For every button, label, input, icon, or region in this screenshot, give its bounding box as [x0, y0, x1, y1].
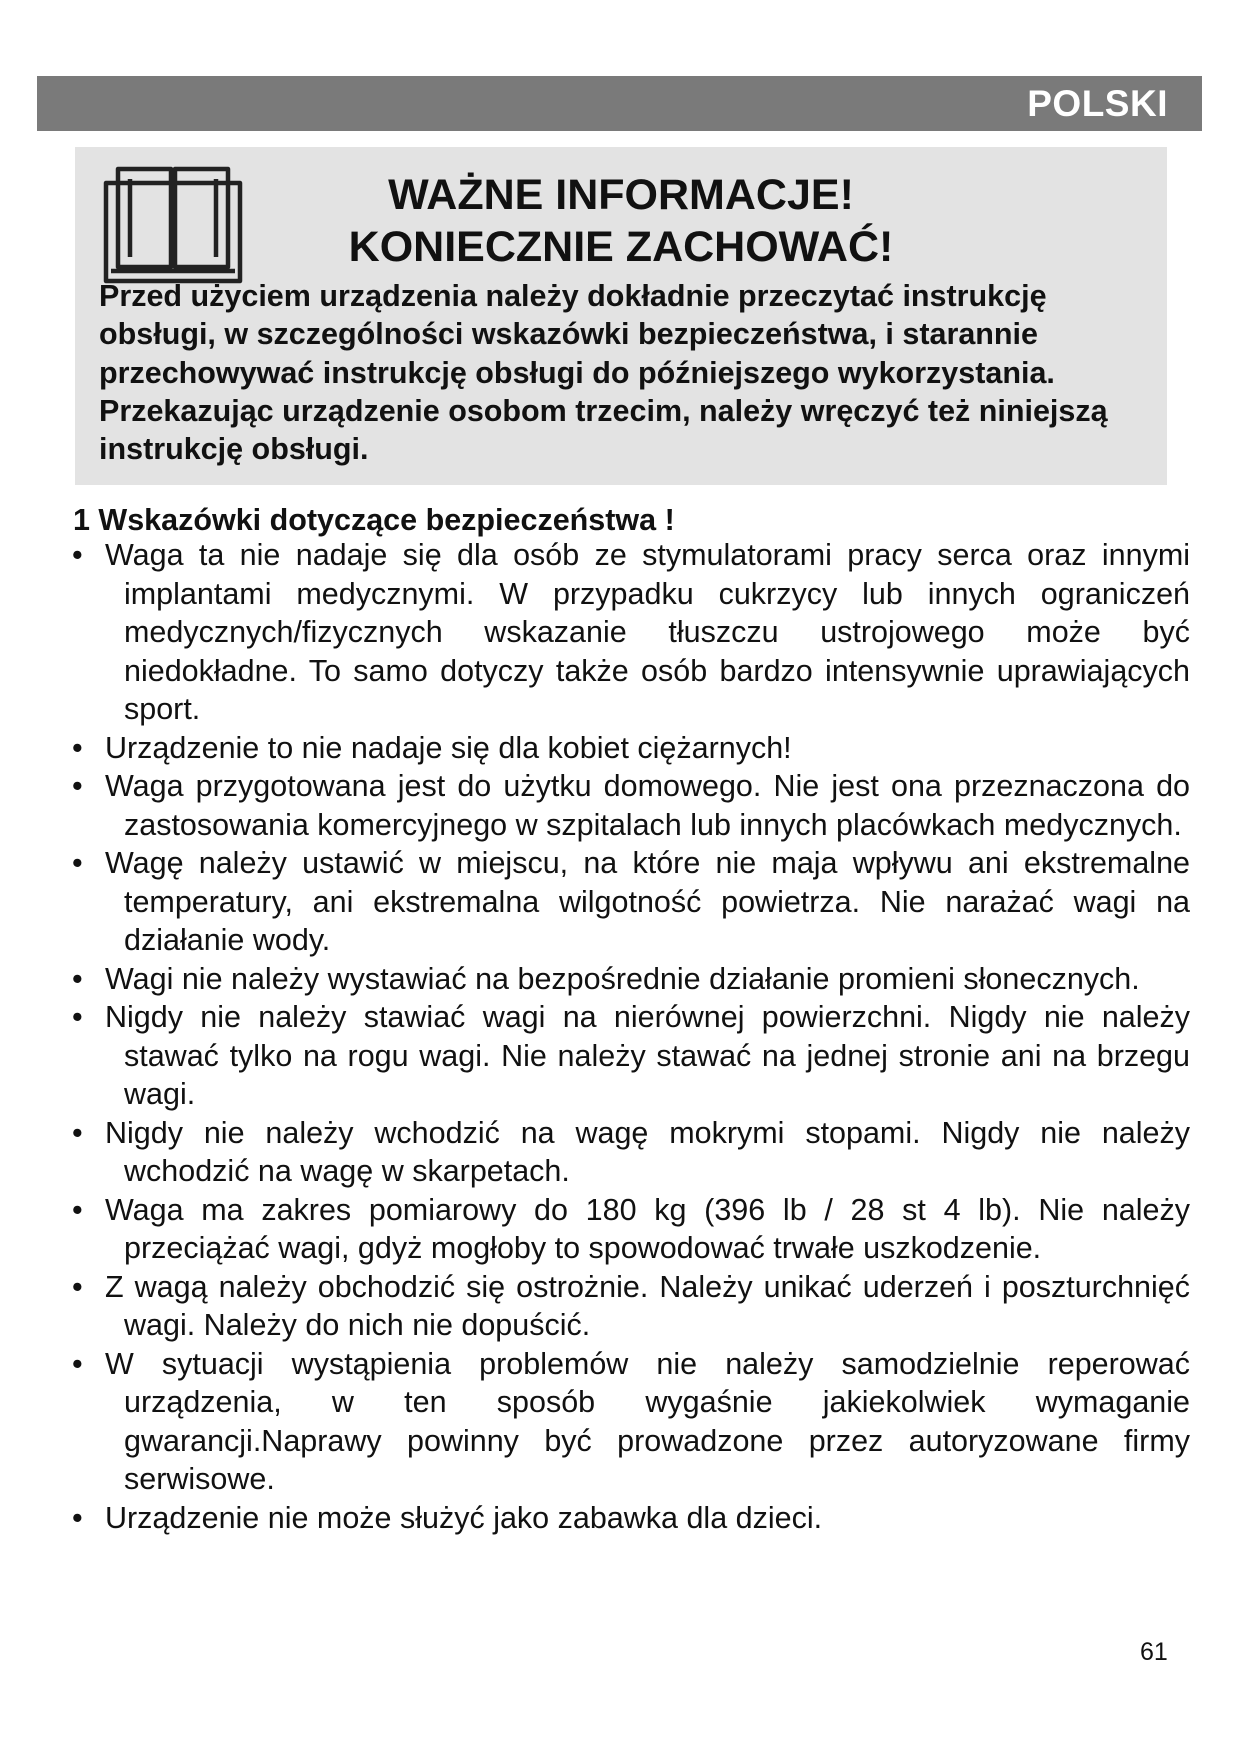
list-item — [72, 1114, 1190, 1191]
list-item — [72, 1191, 1190, 1268]
list-item-text: W sytuacji wystąpienia problemów nie należy samodzielnie reperować urządzenia, w ten sposób wygaśnie jakiekolwiek wymaganie gwarancji.Naprawy powinny być prowadzone przez autoryzowane firmy serwisowe. — [105, 1346, 1190, 1496]
bullet-icon: • — [72, 769, 83, 803]
list-item — [72, 960, 1190, 999]
safety-list — [72, 536, 1190, 1537]
notice-title-line-2: KONIECZNIE ZACHOWAĆ! — [348, 223, 894, 271]
list-item-text: Waga przygotowana jest do użytku domowego. Nie jest ona przeznaczona do zastosowania komercyjnego w szpitalach lub innych placówkach medycznych. — [105, 769, 1190, 842]
list-item — [72, 536, 1190, 729]
bullet-icon: • — [72, 1000, 83, 1034]
list-item — [72, 844, 1190, 960]
list-item — [72, 729, 1190, 768]
notice-title-line-1: WAŻNE INFORMACJE! — [388, 171, 854, 219]
bullet-icon: • — [72, 1115, 83, 1150]
bullet-icon: • — [72, 961, 83, 996]
list-item-text: Nigdy nie należy wchodzić na wagę mokrymi stopami. Nigdy nie należy wchodzić na wagę w skarpetach. — [105, 1115, 1190, 1188]
list-item — [72, 1345, 1190, 1499]
section-heading: 1 Wskazówki dotyczące bezpieczeństwa ! — [73, 503, 675, 537]
language-header-bar — [37, 76, 1202, 131]
list-item-text: Wagi nie należy wystawiać na bezpośrednie działanie promieni słonecznych. — [105, 961, 1140, 996]
list-item-text: Z wagą należy obchodzić się ostrożnie. Należy unikać uderzeń i poszturchnięć wagi. Należy do nich nie dopuścić. — [105, 1269, 1190, 1342]
list-item-text: Nigdy nie należy stawiać wagi na nierównej powierzchni. Nigdy nie należy stawać tylko na rogu wagi. Nie należy stawać na jednej stronie ani na brzegu wagi. — [105, 1000, 1190, 1111]
bullet-icon: • — [72, 1346, 83, 1381]
bullet-icon: • — [72, 846, 83, 880]
bullet-icon: • — [72, 1500, 83, 1535]
bullet-icon: • — [72, 730, 83, 765]
language-label: POLSKI — [1027, 83, 1168, 124]
list-item-text: Urządzenie to nie nadaje się dla kobiet ciężarnych! — [105, 730, 792, 765]
bullet-icon: • — [72, 1192, 83, 1227]
list-item-text: Urządzenie nie może służyć jako zabawka dla dzieci. — [105, 1500, 823, 1535]
notice-intro-text: Przed użyciem urządzenia należy dokładnie przeczytać instrukcję obsługi, w szczególności wskazówki bezpieczeństwa, i starannie przechowywać instrukcję obsługi do późniejszego wykorzystania. Przekazując urządzenie osobom trzecim, należy wręczyć też niniejszą instrukcję obsługi. — [99, 279, 1108, 467]
safety-instructions — [72, 536, 1190, 1537]
list-item-text: Waga ma zakres pomiarowy do 180 kg (396 lb / 28 st 4 lb). Nie należy przeciążać wagi, gdyż mogłoby to spowodować trwałe uszkodzenie. — [105, 1192, 1190, 1265]
bullet-icon: • — [72, 538, 83, 572]
important-notice-box — [75, 147, 1167, 485]
list-item — [72, 767, 1190, 844]
list-item — [72, 998, 1190, 1114]
list-item — [72, 1499, 1190, 1538]
page-number: 61 — [1140, 1638, 1168, 1666]
list-item-text: Waga ta nie nadaje się dla osób ze stymulatorami pracy serca oraz innymi implantami medycznymi. W przypadku cukrzycy lub innych ograniczeń medycznych/fizycznych wskazanie tłuszczu ustrojowego może być niedokładne. To samo dotyczy także osób bardzo intensywnie uprawiających sport. — [105, 538, 1190, 726]
list-item — [72, 1268, 1190, 1345]
list-item-text: Wagę należy ustawić w miejscu, na które nie maja wpływu ani ekstremalne temperatury, ani ekstremalna wilgotność powietrza. Nie narażać wagi na działanie wody. — [105, 846, 1190, 957]
bullet-icon: • — [72, 1269, 83, 1304]
